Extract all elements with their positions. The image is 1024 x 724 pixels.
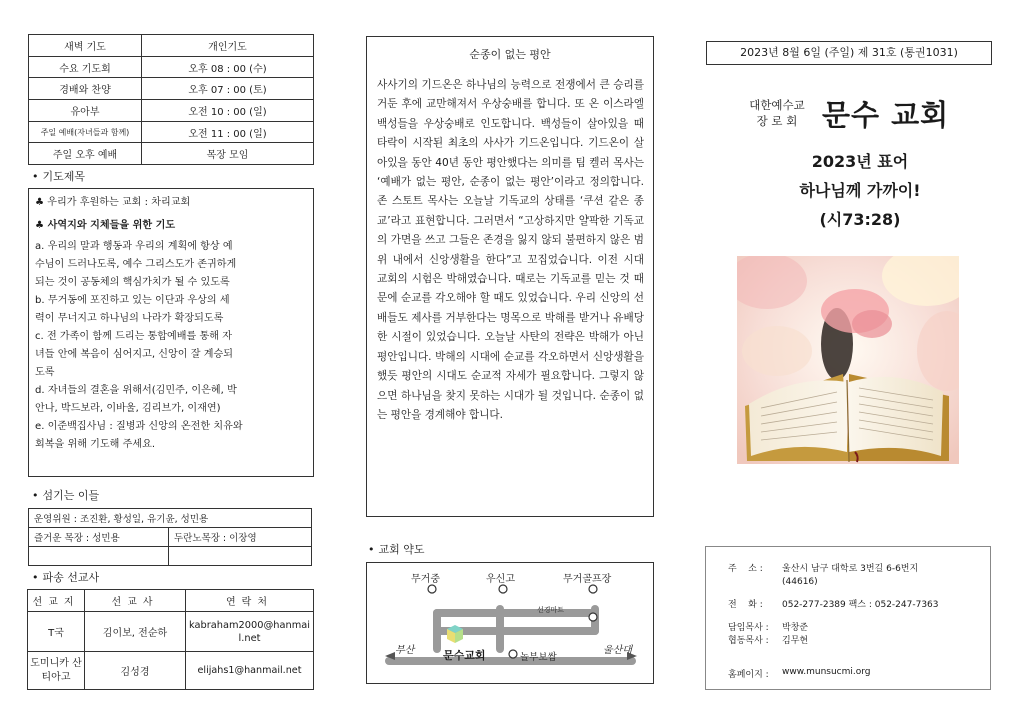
schedule-label: 주일 예배(자녀들과 함께) — [29, 121, 142, 143]
church-location-map — [366, 562, 654, 684]
schedule-time: 오후 08 : 00 (수) — [142, 56, 314, 78]
missionaries-heading: • 파송 선교사 — [32, 571, 100, 584]
prayer-item-line: a. 우리의 말과 행동과 우리의 계획에 항상 예 — [35, 241, 233, 252]
missionary-name: 김이보, 전순하 — [85, 612, 186, 652]
missionaries-table — [27, 589, 314, 690]
bullet-icon: • — [368, 543, 375, 556]
servers-heading: • 섬기는 이들 — [32, 489, 100, 502]
bullet-icon: • — [32, 489, 39, 502]
schedule-row — [29, 143, 314, 165]
support-church: ♣ 우리가 후원하는 교회 : 차리교회 — [35, 197, 191, 208]
missionary-name: 김성경 — [85, 652, 186, 690]
schedule-time: 오후 07 : 00 (토) — [142, 78, 314, 100]
prayer-list-box — [28, 188, 314, 477]
motto-text: 하나님께 가까이! — [799, 181, 921, 200]
direction-label: 울산대 — [603, 645, 632, 656]
mission-field: T국 — [28, 612, 85, 652]
column-header: 선교사 — [85, 590, 186, 612]
motto-year: 2023년 표어 — [811, 152, 909, 171]
usingo-marker — [499, 585, 507, 593]
committee-members: 운영위원 : 조진환, 황성일, 유기윤, 성민용 — [29, 509, 312, 528]
nolbu-marker — [509, 650, 517, 658]
church-info-box — [705, 546, 991, 690]
landmark-label: 놀부보쌈 — [520, 652, 557, 663]
schedule-time: 개인기도 — [142, 35, 314, 57]
schedule-row — [29, 100, 314, 122]
landmark-label: 무거골프장 — [563, 574, 612, 585]
servers-table — [28, 508, 312, 566]
pastor-value: 박창준 — [782, 623, 809, 633]
schedule-time: 오전 11 : 00 (일) — [142, 121, 314, 143]
prayer-item-line: c. 전 가족이 함께 드리는 통합예배를 통해 자 — [35, 331, 232, 342]
prayer-item-line: 되는 것이 공동체의 핵심가치가 될 수 있도록 — [35, 277, 230, 288]
phone-label: 전 화 : — [728, 600, 763, 610]
motto-verse: (시73:28) — [819, 210, 901, 229]
church-marker-label: 문수교회 — [443, 649, 486, 662]
schedule-row — [29, 56, 314, 78]
sermon-article — [366, 36, 654, 517]
mugeojung-marker — [428, 585, 436, 593]
phone-value: 052-277-2389 팩스 : 052-247-7363 — [782, 600, 939, 610]
address-label: 주 소 : — [728, 564, 763, 574]
schedule-label: 수요 기도회 — [29, 56, 142, 78]
cell-leader: 즐거운 목장 : 성민용 — [29, 528, 169, 547]
address-value: 울산시 남구 대학로 3번길 6-6번지 — [782, 564, 919, 574]
schedule-time: 오전 10 : 00 (일) — [142, 100, 314, 122]
homepage-label: 홈페이지 : — [728, 670, 769, 680]
prayer-item-line: 수님이 드러나도록, 예수 그리스도가 존귀하게 — [35, 259, 237, 270]
landmark-label: 우신고 — [486, 574, 515, 585]
copastor-label: 협동목사 : — [728, 636, 769, 646]
map-heading: • 교회 약도 — [368, 543, 425, 556]
church-name: 문수 교회 — [822, 98, 950, 132]
prayer-topic: ♣ 사역지와 지체들을 위한 기도 — [35, 220, 176, 231]
article-body: 사사기의 기드온은 하나님의 능력으로 전쟁에서 큰 승리를 거둔 후에 교만해져서 우상숭배를 합니다. 또 온 이스라엘 백성들을 우상숭배로 인도합니다. 백성들이 살아있을 때 타락이 시작된 최초의 사사가 기드온입니다. 기드온이 살아있을 동안 40년 동안 평안했다는 의미를 팀 켈러 목사는 ‘예배가 없는 평안, 순종이 없는 평안’이라고 정의합니다. 존 스토트 목사는 오늘날 기독교의 상태를 ‘쿠션 같은 종교’라고 표현합니다. 그러면서 “고상하지만 얄팍한 기독교의 가면을 쓰고 그들은 존경을 잃지 않되 불편하지 않은 범위 내에서 신앙생활을 한다”고 꼬집었습니다. 이전 시대 교회의 시험은 박해였습니다. 때로는 기독교를 믿는 것 때문에 순교를 각오해야 할 때도 있었습니다. 우리 신앙의 선배들도 제사를 거부한다는 명목으로 박해를 받거나 유배당한 시절이 있었습니다. 오늘날 사탄의 전략은 박해가 아닌 평안입니다. 박해의 시대에 순교를 각오하면서 신앙생활을 했듯 평안의 시대도 순교적 자세가 필요합니다. 그렇지 않으면 하나님을 찾지 못하는 시대가 될 것입니다. 순종이 없는 평안을 경계해야 합니다. — [377, 79, 644, 421]
prayer-item-line: 녀들 안에 복음이 심어지고, 신앙이 잘 계승되 — [35, 349, 233, 360]
prayer-item-line: d. 자녀들의 결혼을 위해서(김민주, 이은혜, 박 — [35, 385, 237, 396]
zipcode-value: (44616) — [782, 577, 818, 587]
worship-schedule-table — [28, 34, 314, 165]
landmark-label: 무거중 — [411, 574, 440, 585]
missionary-email[interactable]: kabraham2000@hanmail.net — [186, 612, 314, 652]
pastor-label: 담임목사 : — [728, 623, 769, 633]
bullet-icon: • — [32, 571, 39, 584]
mart-marker — [589, 613, 597, 621]
schedule-row — [29, 78, 314, 100]
prayer-item-line: b. 무거동에 포진하고 있는 이단과 우상의 세 — [35, 295, 230, 306]
column-header: 선교지 — [28, 590, 85, 612]
mission-field: 도미니카 산티아고 — [28, 652, 85, 690]
column-header: 연락처 — [186, 590, 314, 612]
schedule-label: 유아부 — [29, 100, 142, 122]
prayer-item-line: e. 이준백집사님 : 질병과 신앙의 온전한 치유와 — [35, 421, 243, 432]
prayer-item-line: 도록 — [35, 367, 55, 378]
schedule-time: 목장 모임 — [142, 143, 314, 165]
bible-photo — [737, 256, 959, 464]
article-title: 순종이 없는 평안 — [469, 48, 551, 61]
schedule-label: 주일 오후 예배 — [29, 143, 142, 165]
prayer-item-line: 회복을 위해 기도해 주세요. — [35, 439, 156, 450]
schedule-row — [29, 35, 314, 57]
denomination: 대한예수교 장 로 회 — [749, 98, 805, 128]
direction-label: 부산 — [395, 645, 415, 656]
schedule-row — [29, 121, 314, 143]
prayer-item-line: 안나, 박드보라, 이바울, 김리브가, 이재연) — [35, 403, 221, 414]
prayer-items — [35, 238, 307, 454]
copastor-value: 김무현 — [782, 636, 809, 646]
prayer-heading: • 기도제목 — [32, 170, 86, 183]
schedule-label: 새벽 기도 — [29, 35, 142, 57]
cell-leader: 두란노목장 : 이장영 — [169, 528, 312, 547]
landmark-label: 선경마트 — [537, 606, 565, 614]
missionary-email[interactable]: elijahs1@hanmail.net — [186, 652, 314, 690]
schedule-label: 경배와 찬양 — [29, 78, 142, 100]
homepage-link[interactable]: www.munsucmi.org — [782, 667, 871, 677]
issue-date-box: 2023년 8월 6일 (주일) 제 31호 (통권1031) — [706, 41, 992, 65]
golf-marker — [589, 585, 597, 593]
bullet-icon: • — [32, 170, 39, 183]
prayer-item-line: 력이 무너지고 하나님의 나라가 확장되도록 — [35, 313, 224, 324]
